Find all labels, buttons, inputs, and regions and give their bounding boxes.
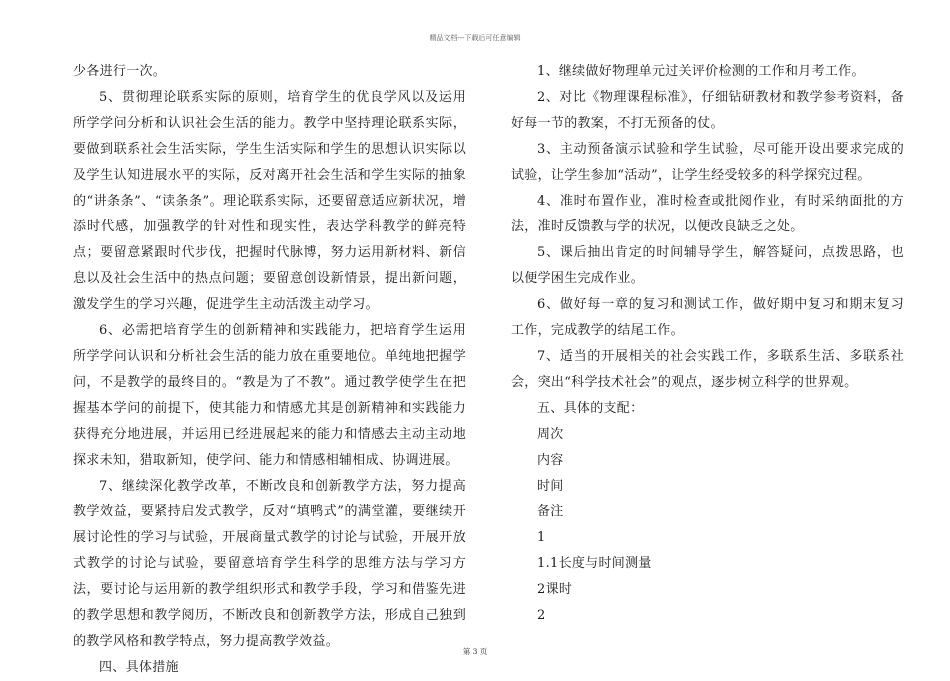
measure-item-1: 1、继续做好物理单元过关评价检测的工作和月考工作。 — [537, 64, 865, 79]
schedule-header-week: 周次 — [537, 426, 564, 442]
paragraph-continuation: 少各进行一次。 — [73, 64, 167, 79]
measure-item-2: 2、对比《物理课程标准》，仔细钻研教材和教学参考资料，备好每一节的教案，不打无预备的仗。 — [511, 89, 904, 131]
measure-item-7: 7、适当的开展相关的社会实践工作，多联系生活、多联系社会，突出“科学技术社会”的观点，逐步树立科学的世界观。 — [511, 348, 904, 390]
page-header: 精品文档---下载后可任意编辑 — [429, 34, 521, 42]
schedule-week-value: 1 — [537, 530, 546, 546]
paragraph-item-7: 7、继续深化教学改革，不断改良和创新教学方法，努力提高教学效益，要紧持启发式教学，反对“填鸭式”的满堂灌，要继续开展讨论性的学习与试验，开展商量式教学的讨论与试验，开展开放式教学的讨论与试验，要留意培育学生科学的思维方法与学习方法，要讨论与运用新的教学组织形式和教学手段，学习和借鉴先进的教学思想和教学阅历，不断改良和创新教学方法，形成自己独到的教学风格和教学特点，努力提高教学效益。 — [73, 478, 466, 649]
measure-item-5: 5、课后抽出肯定的时间辅导学生，解答疑问，点拨思路，也以便学困生完成作业。 — [511, 245, 904, 287]
schedule-next-week-value: 2 — [537, 608, 546, 624]
paragraph-item-5: 5、贯彻理论联系实际的原则，培育学生的优良学风以及运用所学学问分析和认识社会生活的能力。教学中坚持理论联系实际，要做到联系社会生活实际，学生生活实际和学生的思想认识实际以及学生认知进展水平的实际，反对离开社会生活和学生实际的抽象的“讲条条”、“读条条”。理论联系实际，还要留意适应新状况，增添时代感，加强教学的针对性和现实性，表达学科教学的鲜亮特点；要留意紧跟时代步伐，把握时代脉博，努力运用新材料、新信息以及社会生活中的热点问题；要留意创设新情景，提出新问题，激发学生的学习兴趣，促进学生主动活泼主动学习。 — [73, 89, 466, 313]
right-column — [511, 59, 904, 629]
left-column — [73, 59, 466, 681]
schedule-header-notes: 备注 — [537, 504, 564, 520]
schedule-content-value: 1.1长度与时间测量 — [537, 556, 652, 572]
measure-item-3: 3、主动预备演示试验和学生试验，尽可能开设出要求完成的试验，让学生参加“活动”，让学生经受较多的科学探究过程。 — [511, 141, 904, 183]
measure-item-6: 6、做好每一章的复习和测试工作，做好期中复习和期末复习工作，完成教学的结尾工作。 — [511, 297, 904, 339]
schedule-header-content: 内容 — [537, 452, 564, 468]
measure-item-4: 4、准时布置作业，准时检查或批阅作业，有时采纳面批的方法，准时反馈教与学的状况，以便改良缺乏之处。 — [511, 193, 904, 235]
schedule-time-value: 2课时 — [537, 582, 573, 598]
paragraph-item-6: 6、必需把培育学生的创新精神和实践能力，把培育学生运用所学学问认识和分析社会生活的能力放在重要地位。单纯地把握学问，不是教学的最终目的。“教是为了不教”。通过教学使学生在把握基本学问的前提下，使其能力和情感尤其是创新精神和实践能力获得充分地进展，并运用已经进展起来的能力和情感去主动主动地探求未知，猎取新知，使学问、能力和情感相辅相成、协调进展。 — [73, 323, 466, 468]
section-heading-measures: 四、具体措施 — [99, 659, 179, 675]
page-number: 第 3 页 — [462, 647, 488, 656]
schedule-header-time: 时间 — [537, 478, 564, 494]
section-heading-schedule: 五、具体的支配： — [537, 400, 644, 416]
